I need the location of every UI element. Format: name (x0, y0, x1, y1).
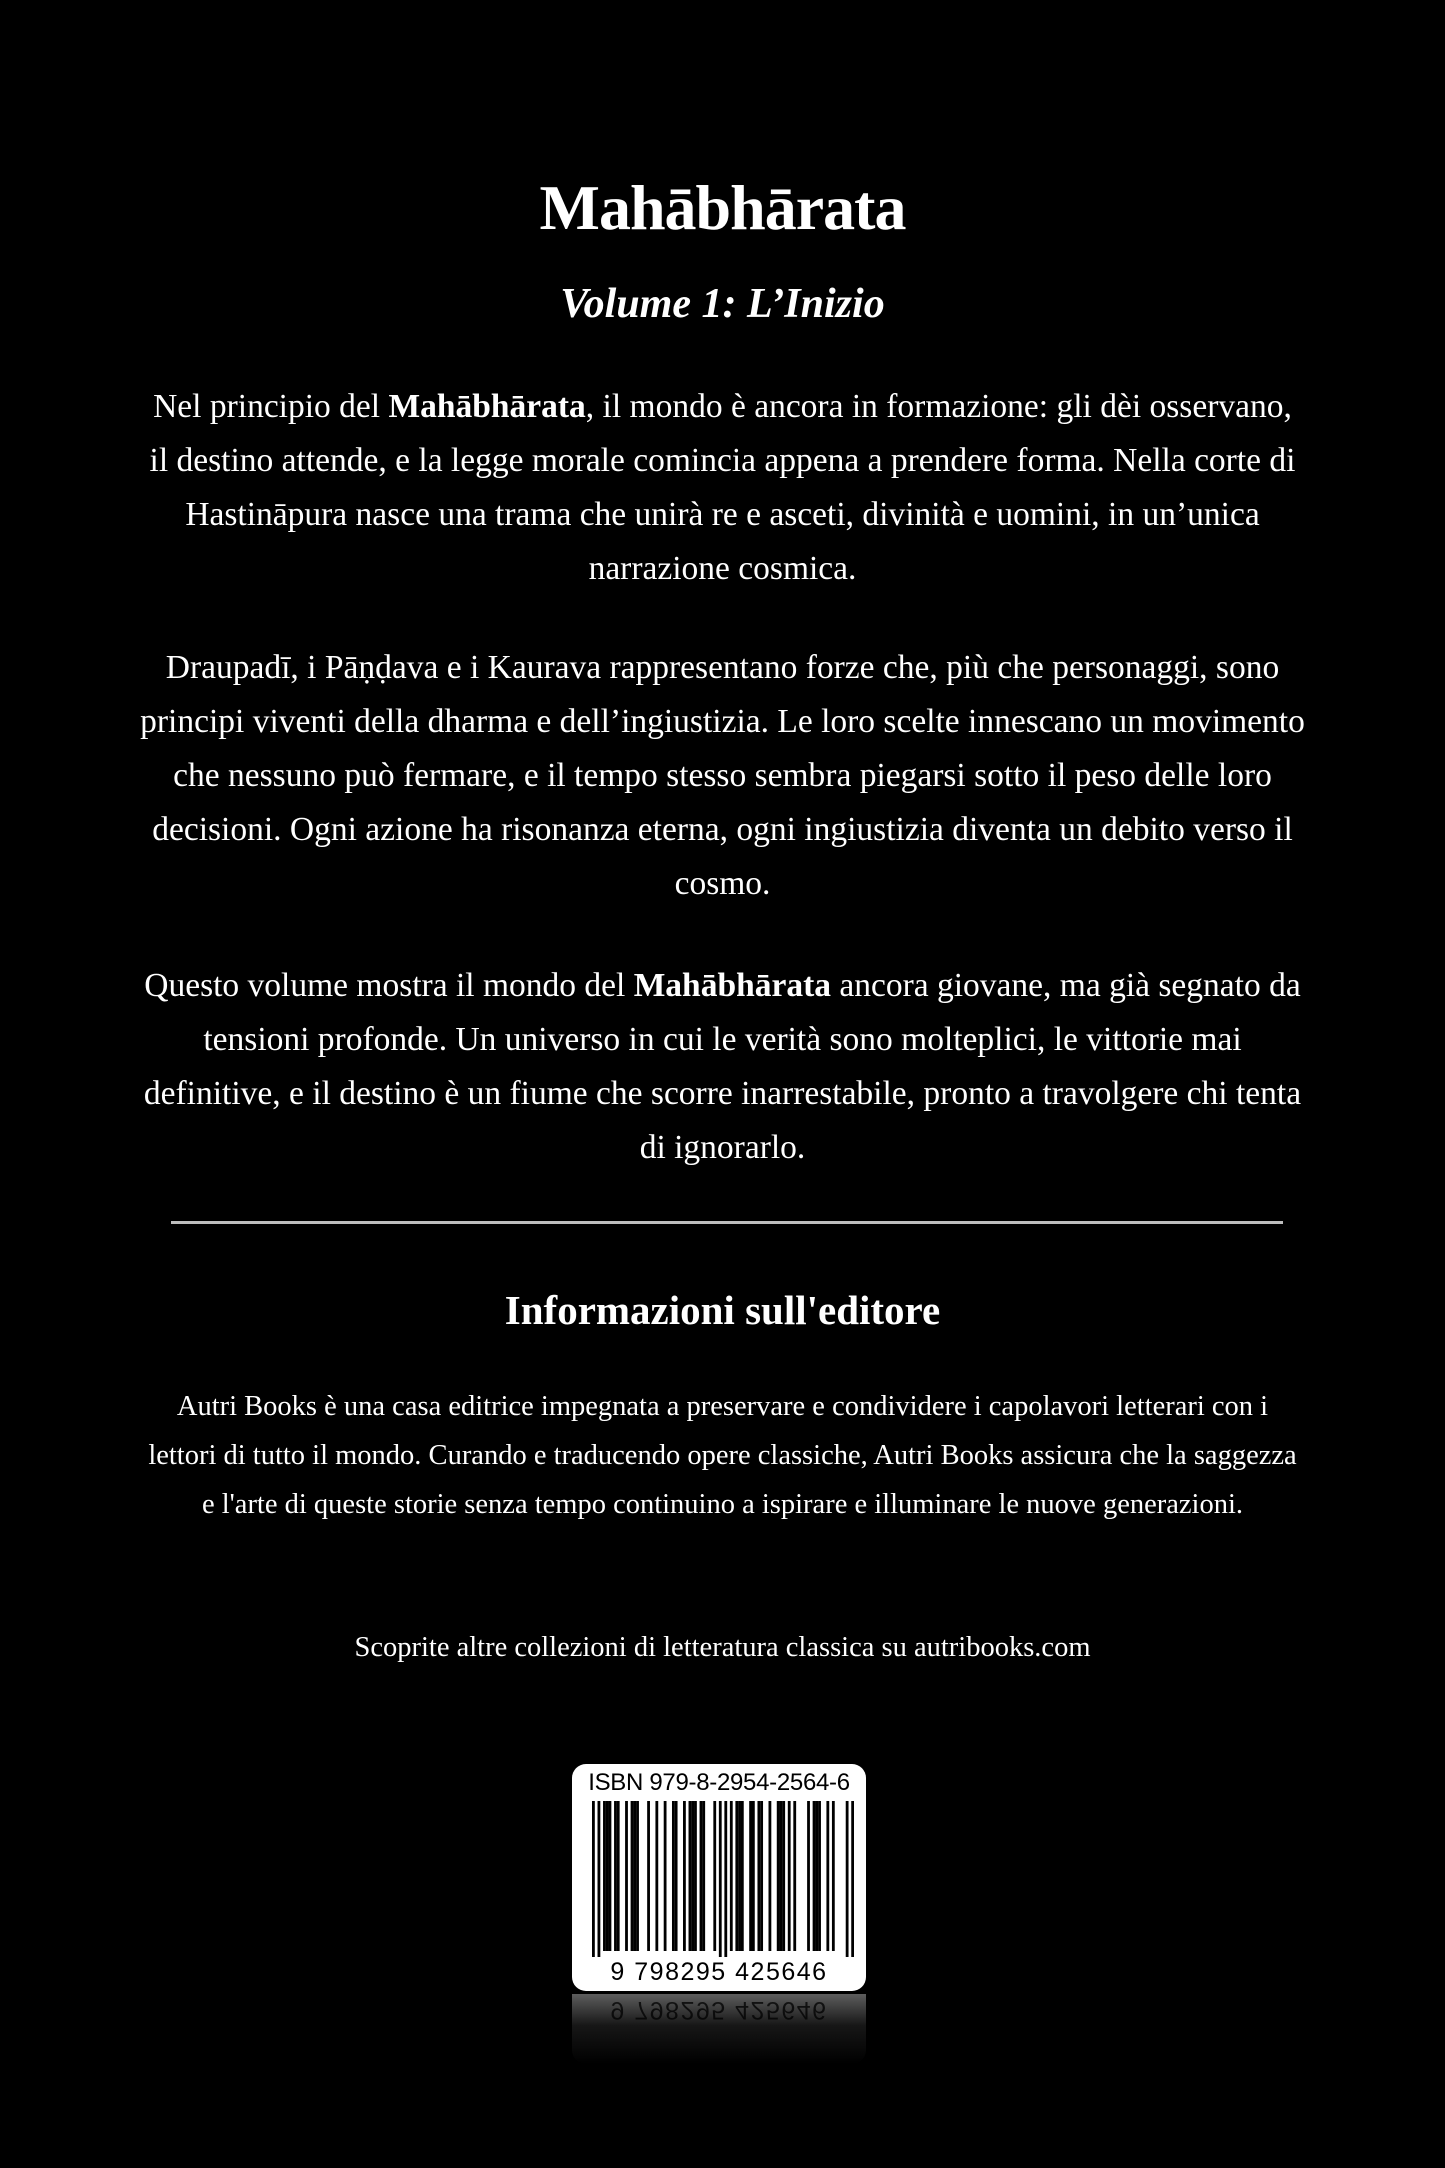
publisher-heading: Informazioni sull'editore (504, 1287, 941, 1333)
p3-title-bold: Mahābhārata (633, 967, 831, 1004)
barcode-bar (807, 1801, 810, 1951)
barcode-bar (813, 1801, 816, 1951)
barcode-bar (724, 1801, 727, 1957)
barcode-bar (691, 1801, 694, 1951)
barcode-bar (832, 1801, 835, 1951)
isbn-barcode (572, 1764, 866, 1991)
publisher-description: Autri Books è una casa editrice impegnata a preservare e condividere i capolavori letterari con i lettori di tutto il mondo. Curando e traducendo opere classiche, Autri Books assicura che la saggezza e l'arte di queste storie senza tempo continuino a ispirare e illuminare le nuove generazioni. (148, 1391, 1297, 1520)
barcode-bar (609, 1801, 612, 1951)
barcode-bar (598, 1801, 601, 1957)
barcode-bar (664, 1801, 667, 1951)
barcode-bar (818, 1801, 821, 1951)
barcode-bar (757, 1801, 760, 1951)
barcode-bar (788, 1801, 791, 1951)
barcode-bar (719, 1801, 722, 1957)
book-subtitle: Volume 1: L’Inizio (560, 281, 885, 327)
barcode-bar (760, 1801, 763, 1951)
barcode-bar (730, 1801, 733, 1951)
description-paragraph-1 (140, 380, 1305, 596)
p3-text-before: Questo volume mostra il mondo del (144, 967, 634, 1004)
description-paragraph-2: Draupadī, i Pāṇḍava e i Kaurava rappresentano forze che, più che personaggi, sono principi viventi della dharma e dell’ingiustizia. Le loro scelte innescano un movimento che nessuno può fermare, e il tempo stesso sembra piegarsi sotto il peso delle loro decisioni. Ogni azione ha risonanza eterna, ogni ingiustizia diventa un debito verso il cosmo. (140, 649, 1305, 902)
barcode-bar (672, 1801, 675, 1951)
barcode-bar (777, 1801, 780, 1951)
barcode-bar (603, 1801, 606, 1951)
p3-text-after: ancora giovane, ma già segnato da tensioni profonde. Un universo in cui le verità sono molteplici, le vittorie mai definitive, e il destino è un fiume che scorre inarrestabile, pronto a travolgere chi tenta di ignorarlo. (143, 967, 1302, 1166)
barcode-bar (702, 1801, 705, 1951)
barcode-bar (625, 1801, 628, 1951)
barcode-bar (614, 1801, 617, 1951)
barcode-bar (694, 1801, 697, 1951)
barcode-bar (631, 1801, 634, 1951)
barcode-bar (700, 1801, 703, 1951)
barcode-bar (738, 1801, 741, 1951)
barcode-bar (689, 1801, 692, 1951)
p1-title-bold: Mahābhārata (388, 388, 586, 425)
barcode-bar (606, 1801, 609, 1951)
barcode-bar (851, 1801, 854, 1957)
barcode-bar (675, 1801, 678, 1951)
barcode-bar (769, 1801, 772, 1951)
barcode-bar (793, 1801, 796, 1951)
barcode-bar (741, 1801, 744, 1951)
barcode-bar (636, 1801, 639, 1951)
p1-text-before: Nel principio del (153, 388, 389, 425)
barcode-bar (683, 1801, 686, 1951)
barcode-bar (592, 1801, 595, 1957)
publisher-website-note: Scoprite altre collezioni di letteratura classica su autribooks.com (354, 1632, 1091, 1663)
barcode-bar (655, 1801, 658, 1951)
section-divider (171, 1221, 1283, 1224)
barcode-bar (752, 1801, 755, 1951)
barcode-digits: 9 798295 425646 (610, 1958, 828, 1986)
barcode-bar (749, 1801, 752, 1951)
barcode-reflection (572, 1994, 866, 2064)
barcode-bar (735, 1801, 738, 1951)
barcode-bar (647, 1801, 650, 1951)
barcode-bar (713, 1801, 716, 1951)
barcode-bar (633, 1801, 636, 1951)
p1-text-after: , il mondo è ancora in formazione: gli dèi osservano, il destino attende, e la legge morale comincia appena a prendere forma. Nella corte di Hastināpura nasce una trama che unirà re e asceti, divinità e uomini, in un’unica narrazione cosmica. (149, 388, 1296, 587)
book-title: Mahābhārata (539, 172, 906, 243)
description-paragraph-3 (140, 959, 1305, 1175)
barcode-bars (592, 1801, 854, 1957)
barcode-bar (617, 1801, 620, 1951)
barcode-bar (815, 1801, 818, 1951)
barcode-reflection-digits: 9 798295 425646 (610, 1996, 828, 2024)
isbn-label: ISBN 979-8-2954-2564-6 (588, 1769, 850, 1796)
barcode-bar (782, 1801, 785, 1951)
barcode-bar (780, 1801, 783, 1951)
barcode-bars-svg (592, 1801, 854, 1957)
barcode-bar (826, 1801, 829, 1951)
barcode-bar (846, 1801, 849, 1957)
